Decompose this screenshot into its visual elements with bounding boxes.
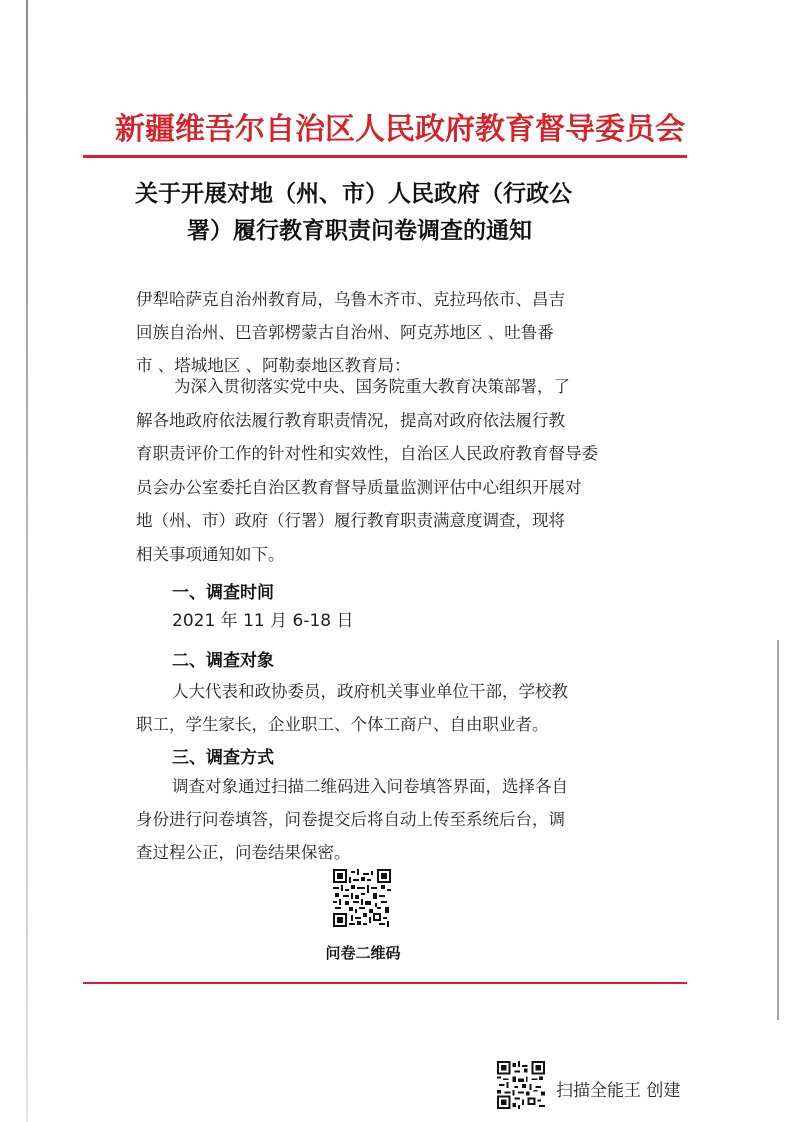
paragraph-line: 身份进行问卷填答，问卷提交后将自动上传至系统后台，调 [136,810,565,829]
paragraph-line: 相关事项通知如下。 [136,544,285,564]
paragraph-line: 员会办公室委托自治区教育督导质量监测评估中心组织开展对 [136,477,582,497]
survey-date: 2021 年 11 月 6-18 日 [172,611,354,631]
paragraph-line: 育职责评价工作的针对性和实效性，自治区人民政府教育督导委 [136,444,598,463]
addressee-line: 回族自治州、巴音郭楞蒙古自治州、阿克苏地区 、吐鲁番 [136,323,554,342]
document-title [125,175,685,249]
title-line: 关于开展对地（州、市）人民政府（行政公 [135,180,572,207]
section-heading-targets: 二、调查对象 [172,651,274,671]
title-line: 署）履行教育职责问卷调查的通知 [187,217,532,244]
paragraph-line: 为深入贯彻落实党中央、国务院重大教育决策部署，了 [174,377,570,396]
method-paragraph [136,770,568,869]
section-heading-method: 三、调查方式 [172,748,274,768]
paragraph-line: 地（州、市）政府（行署）履行教育职责满意度调查，现将 [136,511,565,530]
paragraph-line: 查过程公正，问卷结果保密。 [136,843,351,862]
paragraph-line: 解各地政府依法履行教育职责情况，提高对政府依法履行教 [136,410,565,430]
paragraph-line: 调查对象通过扫描二维码进入问卷填答界面，选择各自 [172,777,568,796]
footer-qr-code [497,1061,545,1109]
scan-edge [777,640,779,1020]
survey-qr-code[interactable] [333,869,391,927]
paragraph-line: 人大代表和政协委员，政府机关事业单位干部，学校教 [172,682,568,701]
scanner-watermark: 扫描全能王 创建 [556,1081,681,1101]
addressee-block [136,283,656,382]
red-divider [83,982,687,984]
paragraph-line: 职工，学生家长，企业职工、个体工商户、自由职业者。 [136,715,549,734]
targets-paragraph [136,675,568,741]
intro-paragraph [136,370,656,571]
red-divider [83,155,687,158]
scan-edge [26,0,28,1122]
addressee-line: 市 、塔城地区 、阿勒泰地区教育局： [136,356,411,375]
org-letterhead: 新疆维吾尔自治区人民政府教育督导委员会 [115,112,685,147]
addressee-line: 伊犁哈萨克自治州教育局，乌鲁木齐市、克拉玛依市、昌吉 [136,290,565,309]
qr-caption: 问卷二维码 [325,944,401,962]
section-heading-time: 一、调查时间 [172,583,274,603]
